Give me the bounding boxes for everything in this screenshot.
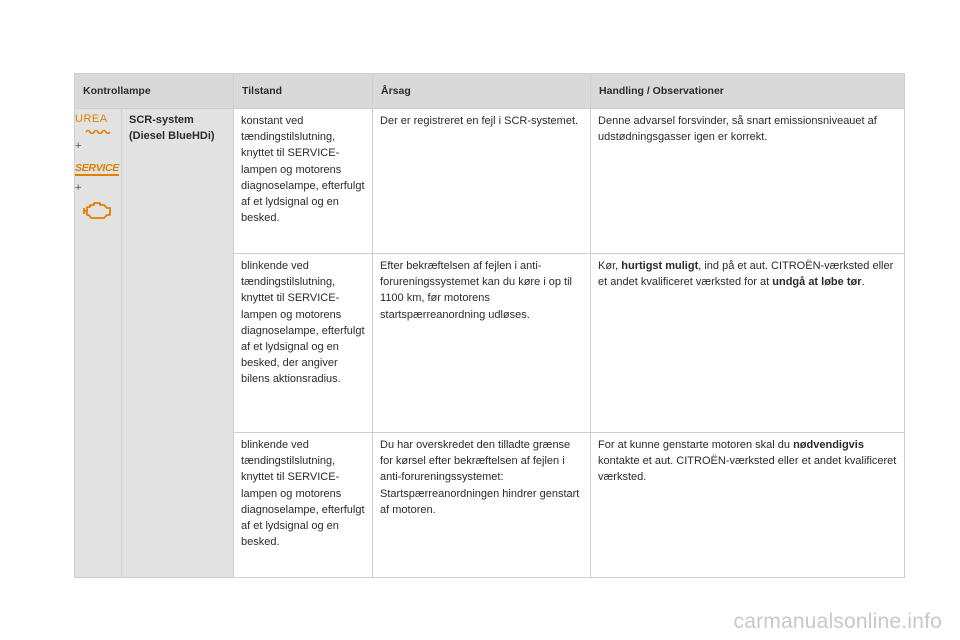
handling-emphasis: nødvendigvis xyxy=(793,439,864,451)
handling-text-part: . xyxy=(861,276,865,289)
arsag-text: Efter bekræftelsen af fejlen i anti-forureningssystemet kan du køre i op til 1100 km, før motorens startspærreanordning udløses. xyxy=(380,260,572,321)
arsag-cell xyxy=(373,109,591,254)
warning-lights-table xyxy=(74,73,905,578)
handling-cell xyxy=(591,109,905,254)
handling-text xyxy=(591,109,904,145)
engine-warning-icon xyxy=(83,200,113,220)
table-header-row xyxy=(75,74,905,109)
handling-emphasis: undgå at løbe tør xyxy=(772,276,862,289)
service-warning-icon: SERVICE xyxy=(75,162,119,174)
tilstand-cell xyxy=(234,433,373,578)
plus-sign: + xyxy=(75,182,82,194)
handling-text-part: kontakte et aut. CITROËN-værksted eller et andet kvalificeret værksted. xyxy=(598,455,897,484)
handling-text-part: Denne advarsel forsvinder, så snart emissionsniveauet af udstødningsgasser igen er korrekt. xyxy=(598,115,877,144)
tilstand-text: blinkende ved tændingstilslutning, knyttet til SERVICE-lampen og motorens diagnoselampe, efterfulgt af et lydsignal og en besked. xyxy=(241,439,365,549)
header-kontrollampe: Kontrollampe xyxy=(75,74,234,109)
tilstand-text: blinkende ved tændingstilslutning, knyttet til SERVICE-lampen og motorens diagnoselampe, efterfulgt af et lydsignal og en besked, der angiver bilens aktionsradius. xyxy=(241,260,365,386)
handling-text-part: Kør, xyxy=(598,260,622,272)
urea-wave-icon xyxy=(85,128,111,134)
arsag-cell xyxy=(373,433,591,578)
table-row xyxy=(75,109,905,254)
handling-text-part: For at kunne genstarte motoren skal du xyxy=(598,439,794,451)
plus-sign: + xyxy=(75,140,82,152)
handling-text xyxy=(591,433,904,486)
handling-text-part: , ind på et aut. CITROËN-værksted eller et andet kvalificeret værksted for at xyxy=(598,260,894,289)
header-handling: Handling / Observationer xyxy=(591,74,905,109)
handling-cell xyxy=(591,433,905,578)
arsag-text: Der er registreret en fejl i SCR-systemet. xyxy=(380,115,579,127)
indicator-icons-cell xyxy=(75,109,122,578)
arsag-text: Du har overskredet den tilladte grænse for kørsel efter bekræftelsen af fejlen i anti-forureningssystemet: Startspærreanordningen hindrer genstart af motoren. xyxy=(380,439,580,516)
tilstand-text: konstant ved tændingstilslutning, knyttet til SERVICE-lampen og motorens diagnoselampe, efterfulgt af et lydsignal og en besked. xyxy=(241,115,365,225)
tilstand-cell xyxy=(234,254,373,433)
header-tilstand: Tilstand xyxy=(234,74,373,109)
arsag-cell xyxy=(373,254,591,433)
watermark: carmanualsonline.info xyxy=(733,610,942,633)
handling-emphasis: hurtigst muligt xyxy=(621,260,699,272)
system-name: SCR-system (Diesel BlueHDi) xyxy=(129,114,215,142)
urea-warning-icon: UREA xyxy=(75,113,108,125)
header-arsag: Årsag xyxy=(373,74,591,109)
handling-cell xyxy=(591,254,905,433)
system-name-cell xyxy=(122,109,234,578)
handling-text xyxy=(591,254,904,290)
tilstand-cell xyxy=(234,109,373,254)
